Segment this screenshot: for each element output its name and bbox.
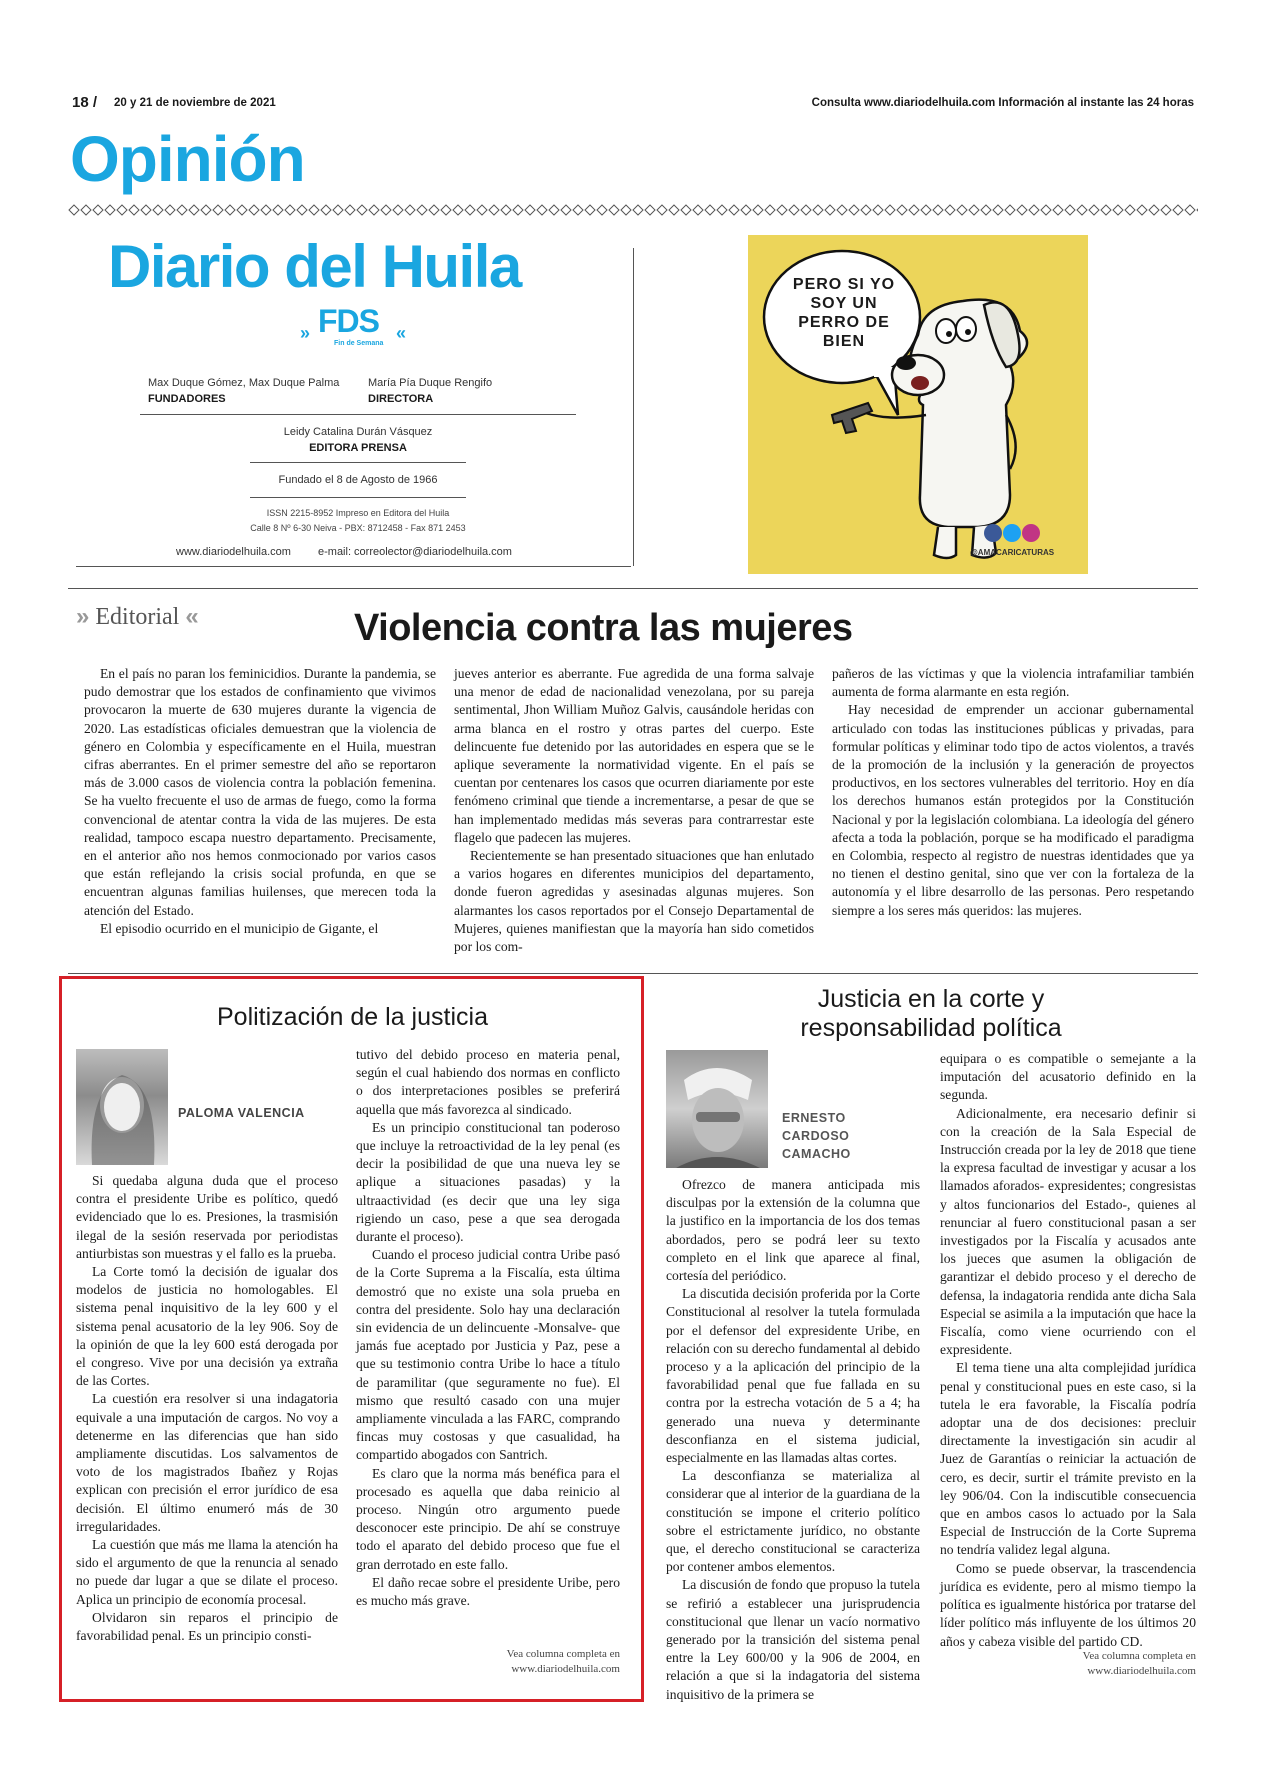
chevron-left-icon: « [396,323,407,343]
cartoon-signature: @AMACARICATURAS [970,548,1055,557]
director-name: María Pía Duque Rengifo [368,377,493,389]
cartoon [748,235,1088,574]
page-date: 20 y 21 de noviembre de 2021 [114,97,276,109]
article-column-1: Si quedaba alguna duda que el proceso contra el presidente Uribe es político, quedó evidenciado que lo es. Presiones, la trasmisión ilegal de la sesión reservada por periodistas antiurbistas son muestras y el fallo es la prueba. La Corte tomó la decisión de igualar dos modelos de justicia no homologables. El sistema penal inquisitivo de la ley 600 y el sistema penal acusatorio de la ley 906. Soy de la opinión de que la ley 600 está derogada por el congreso. Vive por una decisión ya extraña de las Cortes. La cuestión era resolver si una indagatoria equivale a una imputación de cargos. No voy a detenerme en las diferencias que han sido ampliamente discutidas. Los salvamentos de voto de los magistrados Ibañez y Rojas explican con precisión el error jurídico de esa decisión. El último enumeró más de 30 irregularidades. La cuestión que más me llama la atención ha sido el argumento de que la renuncia al senado no puede dar lugar a que se dilate el proceso. Aplica un principio de economía procesal. Olvidaron sin reparos el principio de favorabilidad penal. Es un principio consti- [76,1173,338,1644]
author-name: ERNESTO CARDOSO CAMACHO [782,1111,851,1161]
article-column-1: Ofrezco de manera anticipada mis disculpas por la extensión de la columna que la justifico en la importancia de los dos temas abordados, pero se podrá leer su texto completo en el link que aparece al final, cortesía del periódico. La discutida decisión proferida por la Corte Constitucional al resolver la tutela formulada por el defensor del expresidente Uribe, en relación con su derecho fundamental al debido proceso y a la aplicación del principio de la favorabilidad penal que fue fallada en su contra por la estrecha votación de 5 a 4; ha generado una nueva y determinante desconfianza en el sistema judicial, especialmente en las llamadas altas cortes. La desconfianza se materializa al considerar que al interior de la guardiana de la constitución se impone el criterio político sobre el estrictamente jurídico, no obstante que, el derecho constitucional se caracteriza por contener ambos elementos. La discusión de fondo que propuso la tutela se refirió a establecer una jurisprudencia constitucional que llenar un vacío normativo generado por la transición del sistema penal entre la Ley 600/00 y la 906 de 2004, en relación a que si la indagatoria del sistema inquisitivo de la primera se [666,1177,920,1702]
diamond-divider [68,204,1198,216]
editorial-kicker: » Editorial « [76,603,199,630]
page-number: 18 / [72,94,98,111]
consulta-line: Consulta www.diariodelhuila.com Información al instante las 24 horas [811,97,1194,109]
author-photo [666,1050,768,1168]
founders-role: FUNDADORES [148,393,226,405]
author-portrait-illustration [666,1050,768,1168]
founded-date: Fundado el 8 de Agosto de 1966 [278,474,438,486]
author-name: PALOMA VALENCIA [178,1106,305,1120]
article-title: Justicia en la corte y responsabilidad política [800,985,1062,1042]
editor-name: Leidy Catalina Durán Vásquez [283,426,433,438]
editorial-column-2: jueves anterior es aberrante. Fue agredida de una forma salvaje una menor de edad de nacionalidad venezolana, por su pareja sentimental, Jhon William Muñoz Galvis, causándole heridas con arma blanca en el rostro y otras partes del cuerpo. Este delincuente fue detenido por las autoridades en espera que se le aplique severamente la normatividad vigente. En el país se cuentan por centenares los casos que ocurren diariamente por este fenómeno criminal que tiende a incrementarse, a pesar de que se han implementado medidas más severas para contrarrestar este flagelo que padecen las mujeres. Recientemente se han presentado situaciones que han enlutado a varios hogares en diferentes municipios del departamento, donde fueron agredidas y asesinadas algunas mujeres. Son alarmantes los casos reportados por el Consejo Departamental de Mujeres, quienes manifiestan que la mayoría han sido cometidos por los com- [454,666,814,955]
cartoon-speech: PERO SI YO SOY UN PERRO DE BIEN [792,276,896,350]
masthead-rule [250,462,466,463]
article-footer-note: Vea columna completa en [1082,1650,1196,1662]
article-column-2: equipara o es compatible o semejante a la imputación del acusatorio definido en la segunda. Adicionalmente, era necesario definir si con la creación de la Sala Especial de Instrucción creada por la ley de 2018 que tiene la expresa facultad de investigar y acusar a los llamados aforados- expresidentes; congresistas y altos funcionarios del Estado-, quienes al renunciar al fuero constitucional pasan a ser investigados por la Fiscalía y acusados ante los jueces que asumen la obligación de garantizar el debido proceso y el derecho de defensa, la indagatoria rendida ante dicha Sala Especial se asimila a la imputación que hace la Fiscalía, como viene ocurriendo con el expresidente. El tema tiene una alta complejidad jurídica penal y constitucional pues en este caso, si la tutela le era favorable, la Fiscalía podría adoptar una de dos decisiones: precluir directamente la investigación sin acudir al Juez de Garantías o reiniciar la actuación de cero, es decir, surtir el trámite previsto en la ley 906/04. Con la indiscutible consecuencia que en ambos casos lo actuado por la Sala Especial de Instrucción de la Corte Suprema no tendría validez legal alguna. Como se puede observar, la trascendencia jurídica es evidente, pero al mismo tiempo la política es igualmente histórica por tratarse del líder político más influyente de los últimos 20 años y cabeza visible del partido CD. [940,1051,1196,1649]
editorial-column-3: pañeros de las víctimas y que la violencia intrafamiliar también aumenta de forma alarmante en esta región. Hay necesidad de emprender un accionar gubernamental articulado con todas las instituciones públicas y privadas, para formular políticas y eliminar todo tipo de actos violentos, a través de la promoción de la inclusión y la generación de proyectos productivos, en los sectores vulnerables del territorio. Hoy en día los derechos humanos están protegidos por la Constitución Nacional y por la legislación colombiana. La ideología del género afecta a toda la población, porque se ha modificado el paradigma en Colombia, respecto al registro de nuestras identidades que ya no tienen el destino genital, sino que ver con la fortaleza de la autonomía y el libre desarrollo de las personas. Pero respetando siempre a los seres más queridos: las mujeres. [832,666,1194,918]
author-portrait-illustration [76,1049,168,1165]
chevron-right-icon: » [300,323,311,343]
masthead-rule [140,414,576,415]
editorial-title: Violencia contra las mujeres [354,607,853,649]
article-footer-link[interactable]: www.diariodelhuila.com [1087,1665,1196,1677]
double-chevron-left-icon: « [185,603,199,630]
section-divider [68,973,1198,974]
article-title: Politización de la justicia [217,1003,488,1031]
address-line: Calle 8 Nº 6-30 Neiva - PBX: 8712458 - Fax 871 2453 [250,523,466,533]
masthead-rule [250,497,466,498]
article-footer-note: Vea columna completa en [506,1648,620,1660]
author-photo [76,1049,168,1165]
article-footer-link[interactable]: www.diariodelhuila.com [511,1663,620,1675]
email-link[interactable]: e-mail: correolector@diariodelhuila.com [318,546,512,558]
issn-line: ISSN 2215-8952 Impreso en Editora del Huila [266,508,450,518]
founders-names: Max Duque Gómez, Max Duque Palma [148,377,340,389]
double-chevron-right-icon: » [76,603,90,630]
fds-badge: » FDS Fin de Semana « [300,303,407,347]
section-divider [68,588,1198,589]
web-link[interactable]: www.diariodelhuila.com [176,546,291,558]
masthead-vertical-rule [633,248,634,566]
masthead-bottom-rule [76,566,631,567]
editorial-column-1: En el país no paran los feminicidios. Durante la pandemia, se pudo demostrar que los estados de confinamiento que vivimos provocaron la muerte de 630 mujeres durante la vigencia de 2020. Las estadísticas oficiales demuestran que la violencia de género en Colombia y específicamente en el Huila, muestran cifras aberrantes. En el primer semestre del año se reportaron más de 3.000 casos de violencia contra la población femenina. Se ha vuelto frecuente el uso de armas de fuego, como la forma convencional de atentar contra la vida de las mujeres. De esta realidad, tampoco escapa nuestro departamento. Precisamente, en el anterior año nos hemos conmocionado por varios casos que están reflejando la crisis social profunda, en que se encuentran algunas familias huilenses, que merecen toda la atención del Estado. El episodio ocurrido en el municipio de Gigante, el [84,666,436,936]
section-title: Opinión [70,123,305,195]
article-column-2: tutivo del debido proceso en materia penal, según el cual habiendo dos normas en conflicto o dos interpretaciones posibles se preferirá aquella que más favorezca al sindicado. Es un principio constitucional tan poderoso que incluye la retroactividad de la ley penal (es decir la posibilidad de que una nueva ley se aplique a situaciones pasadas) y la ultraactividad (es decir que una ley siga rigiendo un caso, pese a que sea derogada durante el proceso). Cuando el proceso judicial contra Uribe pasó de la Corte Suprema a la Fiscalía, esta última demostró que no existe una sola prueba en contra del presidente. Solo hay una declaración sin evidencia de un delincuente -Monsalve- que jamás fue aceptado por Justicia y Paz, pese a que su testimonio contra Uribe lo hace a título de paramilitar (que seguramente no fue). El mismo que resultó casado con una mujer ampliamente vinculada a las FARC, comprando fincas muy costosas y que casualidad, ha compartido abogados con Santrich. Es claro que la norma más benéfica para el procesado es aquella que daba reinicio al proceso. Ningún otro argumento puede desconocer este principio. De ahí se construye todo el aparato del debido proceso que fue el gran derrotado en este fallo. El daño recae sobre el presidente Uribe, pero es mucho más grave. [356,1047,620,1609]
editor-role: EDITORA PRENSA [309,442,407,454]
director-role: DIRECTORA [368,393,434,405]
masthead-brand: Diario del Huila [108,233,521,300]
